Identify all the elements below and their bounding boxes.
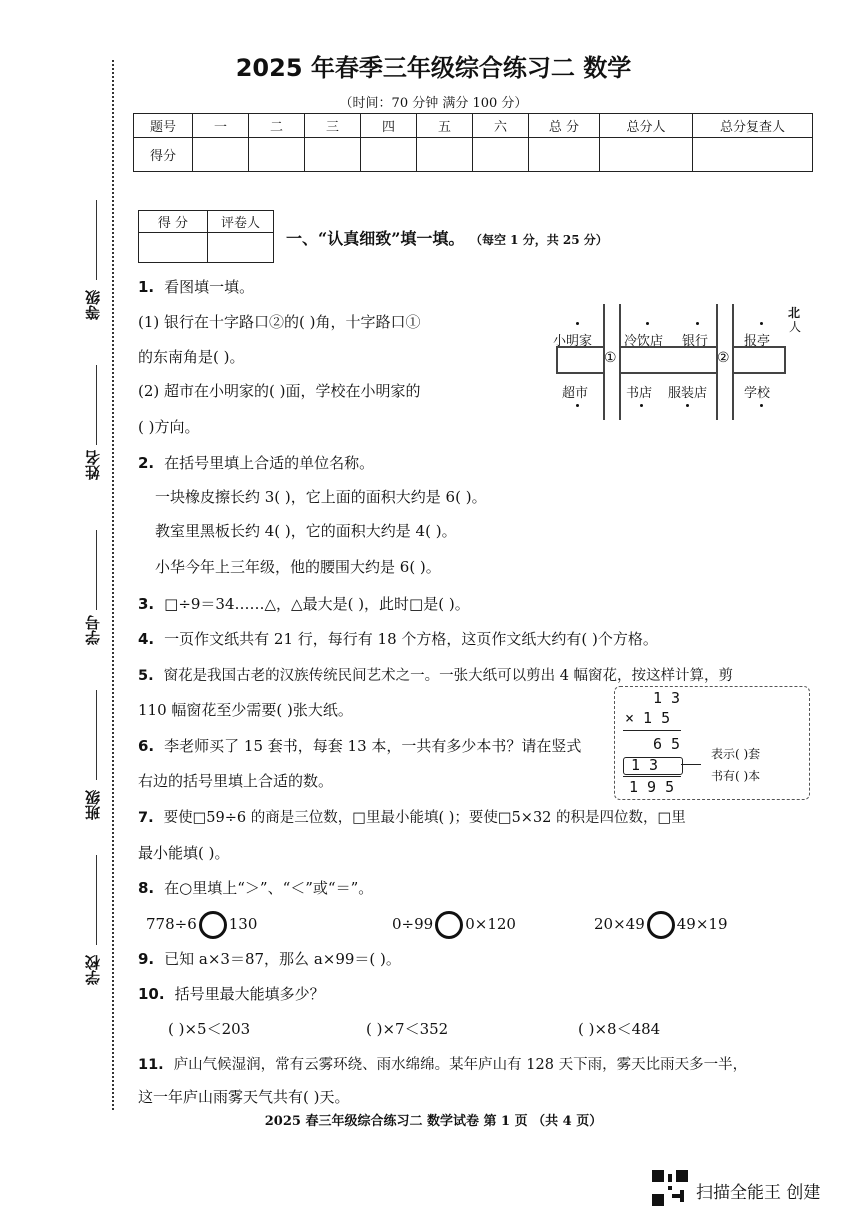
section-title: 一、“认真细致”填一填。: [286, 229, 465, 248]
grade-label: 等级: [84, 290, 102, 320]
school-label: 学校: [84, 955, 102, 985]
map-label-book: 书店: [626, 386, 653, 401]
vertical-calculation: [614, 686, 810, 800]
inequality-2: ( )×7＜352: [366, 1020, 449, 1038]
question-text: 窗花是我国古老的汉族传统民间艺术之一。一张大纸可以剪出 4 幅窗花，按这样计算，剪: [163, 668, 734, 684]
question-number: 3.: [138, 595, 155, 613]
question-number: 10.: [138, 985, 165, 1003]
question-1-part1b: 的东南角是( )。: [138, 348, 245, 366]
score-header: 得 分: [139, 211, 208, 233]
compare-right: 0×120: [465, 915, 516, 933]
inequality-3: ( )×8＜484: [578, 1020, 661, 1038]
question-1: [138, 276, 254, 297]
question-text: 看图填一填。: [164, 278, 255, 296]
compare-left: 20×49: [594, 915, 645, 933]
question-6: [138, 735, 581, 756]
header-cell: 三: [305, 114, 361, 138]
map-dot: [686, 404, 689, 407]
score-row-label: 得分: [134, 138, 193, 172]
question-2: [138, 452, 374, 473]
question-7-line2: 最小能填( )。: [138, 844, 230, 862]
question-number: 2.: [138, 454, 155, 472]
grader-table: [138, 210, 274, 263]
map-dot: [696, 322, 699, 325]
name-label: 姓名: [84, 450, 102, 480]
question-number: 9.: [138, 950, 155, 968]
map-dot: [576, 404, 579, 407]
header-cell: 题号: [134, 114, 193, 138]
map-label-market: 超市: [562, 386, 589, 401]
calc-annotation-1: 表示( )套: [711, 747, 761, 761]
header-cell: 总 分: [529, 114, 600, 138]
map-label-school: 学校: [744, 386, 771, 401]
map-label-clothes: 服装店: [668, 386, 708, 401]
map-dot: [646, 322, 649, 325]
compare-circle[interactable]: [435, 911, 463, 939]
crossroad-2: ②: [717, 350, 730, 366]
east-west-road: [556, 346, 786, 374]
question-7: [138, 806, 686, 827]
north-label: 北: [788, 306, 801, 320]
map-dot: [760, 322, 763, 325]
header-cell: 总分人: [600, 114, 693, 138]
header-cell: 五: [417, 114, 473, 138]
map-dot: [640, 404, 643, 407]
header-cell: 总分复查人: [693, 114, 813, 138]
header-cell: 四: [361, 114, 417, 138]
question-2-b: 教室里黑板长约 4( )，它的面积大约是 4( )。: [155, 522, 457, 540]
calc-row-5: 1 9 5: [629, 778, 675, 796]
header-cell: 六: [473, 114, 529, 138]
question-text: 在括号里填上合适的单位名称。: [164, 454, 375, 472]
question-text: 已知 a×3＝87，那么 a×99＝( )。: [164, 950, 401, 968]
page-subtitle: （时间：70 分钟 满分 100 分）: [339, 96, 528, 111]
score-cell[interactable]: [417, 138, 473, 172]
map-label-lengyin: 冷饮店: [624, 334, 664, 349]
map-label-bank: 银行: [682, 334, 709, 349]
question-number: 7.: [138, 810, 154, 826]
north-arrow-icon: 人: [789, 320, 802, 334]
compare-circle[interactable]: [199, 911, 227, 939]
qr-code-icon: [652, 1170, 688, 1206]
calc-row-2: × 1 5: [625, 709, 671, 727]
question-text: 一页作文纸共有 21 行，每行有 18 个方格，这页作文纸大约有( )个方格。: [164, 630, 658, 648]
grade-line: [96, 200, 97, 280]
number-label: 学号: [84, 615, 102, 645]
compare-2: [392, 911, 516, 939]
question-10: [138, 983, 325, 1004]
score-cell[interactable]: [529, 138, 600, 172]
question-text: 李老师买了 15 套书，每套 13 本，一共有多少本书？请在竖式: [164, 737, 582, 755]
score-cell[interactable]: [361, 138, 417, 172]
question-6-line2: 右边的括号里填上合适的数。: [138, 772, 334, 790]
school-line: [96, 855, 97, 945]
compare-left: 0÷99: [392, 915, 434, 933]
question-text: 在○里填上“＞”、“＜”或“＝”。: [164, 879, 374, 897]
score-cell[interactable]: [473, 138, 529, 172]
header-cell: 一: [193, 114, 249, 138]
watermark-text: 扫描全能王 创建: [696, 1183, 821, 1203]
compare-left: 778÷6: [146, 915, 197, 933]
question-3: [138, 593, 470, 614]
arrow-icon: [681, 764, 701, 765]
question-1-part1a: (1) 银行在十字路口②的( )角，十字路口①: [138, 313, 421, 331]
crossroad-1: ①: [604, 350, 617, 366]
question-number: 11.: [138, 1057, 164, 1073]
map-label-kiosk: 报亭: [744, 334, 771, 349]
section-score-cell[interactable]: [139, 233, 208, 263]
question-number: 8.: [138, 879, 155, 897]
calc-rule: [623, 776, 681, 777]
question-1-part2b: ( )方向。: [138, 418, 200, 436]
question-8: [138, 877, 373, 898]
score-table: [133, 113, 813, 172]
grader-cell[interactable]: [208, 233, 274, 263]
class-line: [96, 690, 97, 780]
compare-3: [594, 911, 728, 939]
score-cell[interactable]: [193, 138, 249, 172]
question-5-line2: 110 幅窗花至少需要( )张大纸。: [138, 701, 353, 719]
class-label: 班级: [84, 790, 102, 820]
question-text: 括号里最大能填多少？: [174, 985, 325, 1003]
calc-rule: [623, 730, 681, 731]
compare-right: 49×19: [676, 915, 728, 933]
compare-circle[interactable]: [647, 911, 675, 939]
compare-right: 130: [228, 915, 258, 933]
page-footer: 2025 春三年级综合练习二 数学试卷 第 1 页 （共 4 页）: [264, 1114, 603, 1129]
name-line: [96, 365, 97, 445]
calc-row-4: 1 3: [631, 756, 659, 774]
question-2-c: 小华今年上三年级，他的腰围大约是 6( )。: [155, 558, 441, 576]
question-9: [138, 948, 401, 969]
question-text: □÷9＝34……△，△最大是( )，此时□是( )。: [164, 595, 470, 613]
header-cell: 二: [249, 114, 305, 138]
question-5: [138, 664, 733, 685]
question-1-part2a: (2) 超市在小明家的( )面，学校在小明家的: [138, 382, 421, 400]
street-map: [548, 300, 810, 425]
question-11-line2: 这一年庐山雨雾天气共有( )天。: [138, 1088, 350, 1106]
question-text: 要使□59÷6 的商是三位数，□里最小能填( )；要使□5×32 的积是四位数，□里: [163, 810, 686, 826]
question-number: 6.: [138, 737, 155, 755]
binding-line: [112, 60, 114, 1110]
question-4: [138, 628, 658, 649]
inequality-1: ( )×5＜203: [168, 1020, 251, 1038]
score-cell[interactable]: [600, 138, 693, 172]
number-line: [96, 530, 97, 610]
score-cell[interactable]: [249, 138, 305, 172]
question-number: 4.: [138, 630, 155, 648]
map-dot: [760, 404, 763, 407]
calc-row-1: 1 3: [653, 689, 681, 707]
question-number: 5.: [138, 668, 154, 684]
map-label-xiaoming: 小明家: [553, 334, 593, 349]
question-2-a: 一块橡皮擦长约 3( )，它上面的面积大约是 6( )。: [155, 488, 487, 506]
section-note: （每空 1 分，共 25 分）: [470, 233, 608, 247]
compare-1: [146, 911, 257, 939]
score-cell[interactable]: [305, 138, 361, 172]
calc-annotation-2: 书有( )本: [711, 769, 761, 783]
page-title: 2025 年春季三年级综合练习二 数学: [235, 54, 632, 82]
calc-row-3: 6 5: [653, 735, 681, 753]
score-cell[interactable]: [693, 138, 813, 172]
question-number: 1.: [138, 278, 155, 296]
grader-header: 评卷人: [208, 211, 274, 233]
map-dot: [576, 322, 579, 325]
question-11: [138, 1053, 747, 1074]
question-text: 庐山气候湿润，常有云雾环绕、雨水绵绵。某年庐山有 128 天下雨，雾天比雨天多一半，: [173, 1057, 748, 1073]
section-heading: [286, 226, 608, 249]
